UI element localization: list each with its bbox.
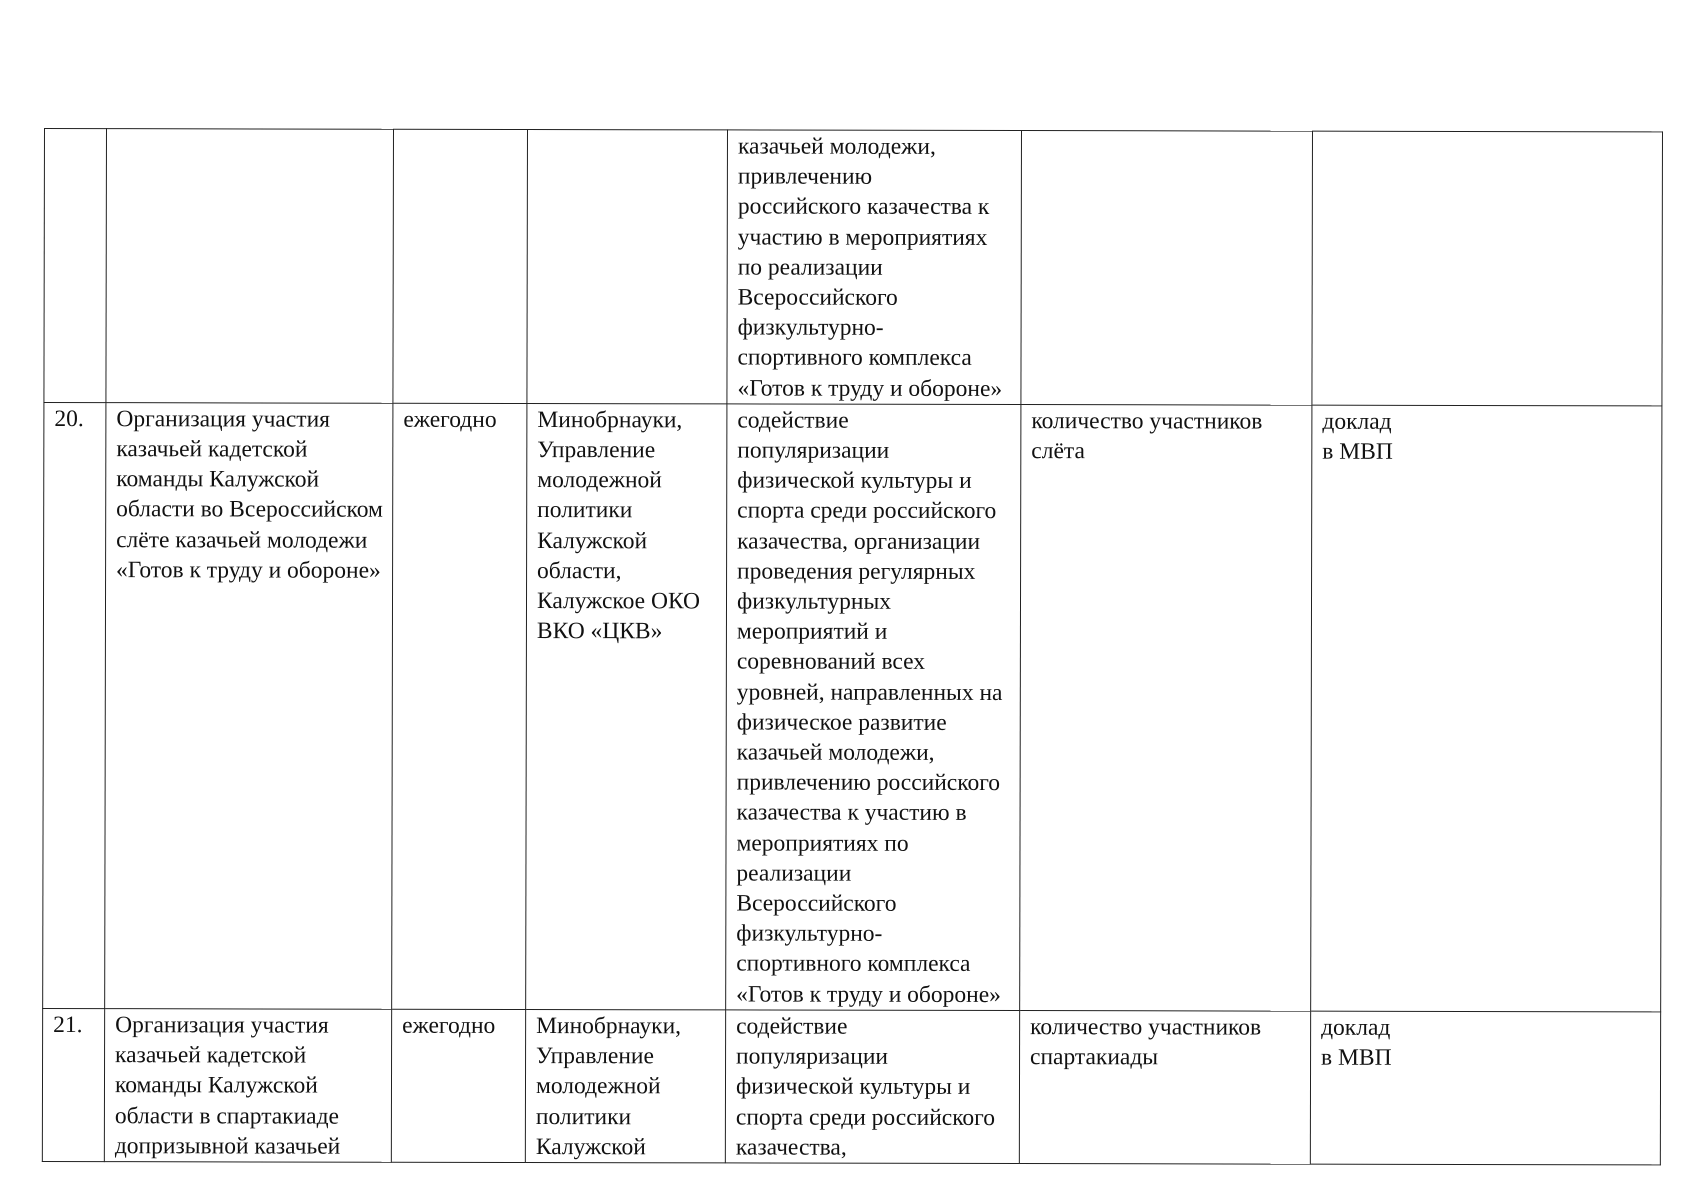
executors-cell [525,1009,725,1162]
event-cell [106,129,394,403]
period-text: ежегодно [403,406,497,433]
executors-cell [526,403,727,1009]
period-cell [393,129,528,403]
table-row [43,402,1662,1011]
report-cell [1311,405,1662,1012]
event-text [117,130,384,131]
report-text: доклад в МВП [1322,408,1393,465]
period-text: ежегодно [402,1012,496,1039]
report-cell [1310,1011,1660,1165]
event-text: Организация участия казачьей кадетской команды Калужской области в спартакиаде допризывной казачьей [114,1012,341,1160]
goal-text: казачьей молодежи, привлечению российского казачества к участию в мероприятиях по реализации Всероссийского физкультурно- спортивного комплекса «Готов к труду и обороне» [737,133,1003,402]
indicator-cell [1019,1010,1310,1164]
row-number-cell [44,129,107,403]
executors-cell [527,130,728,404]
executors-text: Минобрнауки, Управление молодежной политики Калужской [535,1012,682,1160]
report-cell [1312,131,1663,406]
indicator-text [1032,132,1303,133]
table-row [42,1008,1660,1164]
indicator-cell [1020,404,1312,1011]
indicator-text: количество участников слёта [1031,407,1263,465]
goal-cell [725,1010,1019,1164]
goal-text: содействие популяризации физической культуры и спорта среди российского казачества, [735,1013,996,1161]
report-text [1323,133,1653,134]
indicator-text: количество участников спартакиады [1030,1013,1262,1071]
indicator-cell [1021,131,1313,405]
row-number: 20. [54,405,84,432]
event-text: Организация участия казачьей кадетской команды Калужской области во Всероссийском слёте казачьей молодежи «Готов к труду и обороне» [116,405,383,584]
report-text: доклад в МВП [1321,1014,1392,1071]
period-cell [392,403,527,1009]
period-cell [391,1009,525,1162]
goal-cell [726,404,1021,1011]
row-number-cell [42,1008,104,1161]
goal-text: содействие популяризации физической культуры и спорта среди российского казачества, организации проведения регулярных физкультурных мероприятий и соревнований всех уровней, направленных на физическое развитие казачьей молодежи, привлечению российского казачества к участию в мероприятиях по реализации Всероссийского физкультурно- спортивного комплекса «Готов к труду и обороне» [736,407,1003,1008]
row-number-cell [43,402,106,1008]
event-cell [104,1009,391,1163]
goal-cell [727,130,1022,404]
row-number: 21. [53,1011,83,1038]
event-cell [105,402,393,1009]
table-row [44,129,1663,406]
executors-text: Минобрнауки, Управление молодежной политики Калужской области, Калужское ОКО ВКО «ЦКВ» [536,406,701,645]
activity-plan-table [42,128,1663,1165]
